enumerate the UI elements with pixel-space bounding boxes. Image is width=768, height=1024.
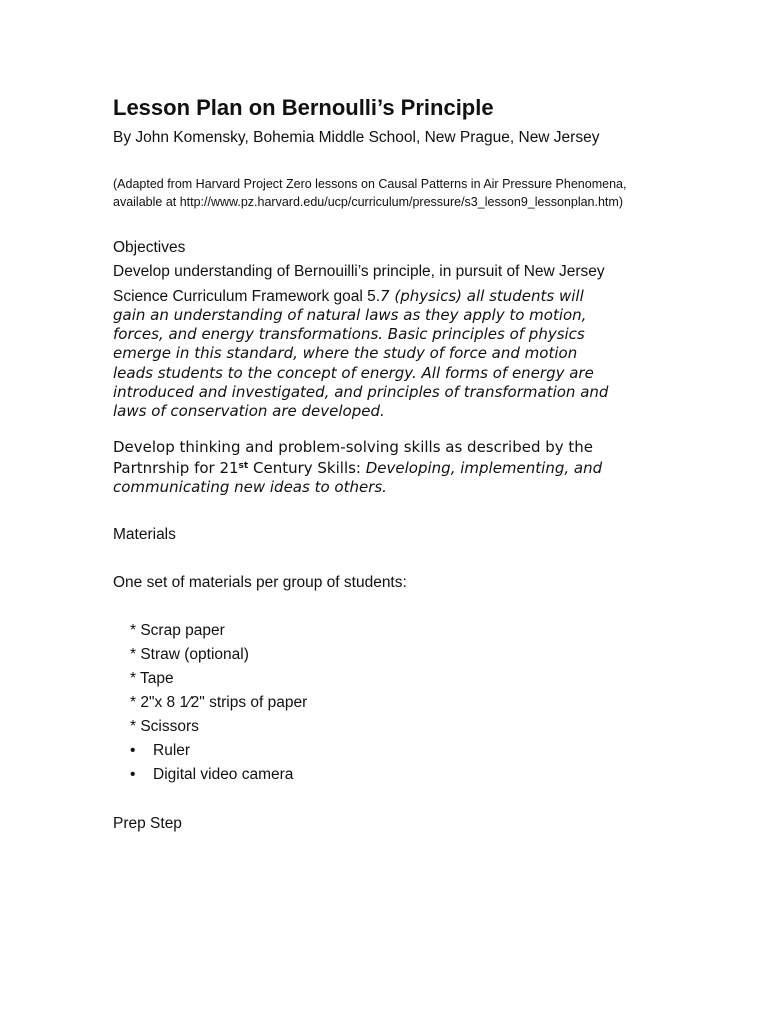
objective-line-1: Develop understanding of Bernouilli’s principle, in pursuit of New Jersey <box>113 263 605 280</box>
bullet-list-item <box>130 766 293 784</box>
bullet-list-item <box>130 742 190 760</box>
adapted-note-line-1: (Adapted from Harvard Project Zero lessons on Causal Patterns in Air Pressure Phenomena, <box>113 177 627 191</box>
skills-text: Develop thinking and problem-solving skills as described by the Partnrship for 21 <box>113 438 594 478</box>
skills-superscript: st <box>238 461 249 472</box>
objective-standard-paragraph: gain an understanding of natural laws as they apply to motion, forces, and energy transformations. Basic principles of physics emerge in this standard, where the study of force and motion leads students to the concept of energy. All forms of energy are introduced and investigated, and principles of transformation and laws of conservation are developed. <box>113 306 609 421</box>
objectives-heading: Objectives <box>113 239 186 256</box>
adapted-note-line-2: available at http://www.pz.harvard.edu/ucp/curriculum/pressure/s3_lesson9_lessonplan.htm) <box>113 195 623 209</box>
skills-italic-text: Developing, implementing, and communicating new ideas to others. <box>113 459 603 497</box>
list-item: * Scrap paper <box>130 622 225 639</box>
page-title: Lesson Plan on Bernoulli’s Principle <box>113 95 494 120</box>
prep-step-heading: Prep Step <box>113 815 182 832</box>
bullet-icon: • <box>130 766 136 783</box>
skills-text-mid: Century Skills: <box>248 459 366 478</box>
objective-line-2-text: Science Curriculum Framework goal 5. <box>113 288 381 305</box>
list-item: * Tape <box>130 670 174 687</box>
bullet-item-label: Digital video camera <box>153 766 294 783</box>
list-item: * 2"x 8 1⁄2" strips of paper <box>130 694 308 711</box>
bullet-icon: • <box>130 742 136 759</box>
materials-heading: Materials <box>113 526 176 543</box>
materials-set-line: One set of materials per group of students: <box>113 574 407 591</box>
objective-line-2 <box>113 287 584 306</box>
list-item: * Scissors <box>130 718 199 735</box>
author-byline: By John Komensky, Bohemia Middle School, New Prague, New Jersey <box>113 129 600 146</box>
list-item: * Straw (optional) <box>130 646 249 663</box>
skills-paragraph <box>113 438 673 498</box>
objective-line-2-italic: 7 (physics) all students will <box>380 287 584 305</box>
bullet-item-label: Ruler <box>153 742 191 759</box>
